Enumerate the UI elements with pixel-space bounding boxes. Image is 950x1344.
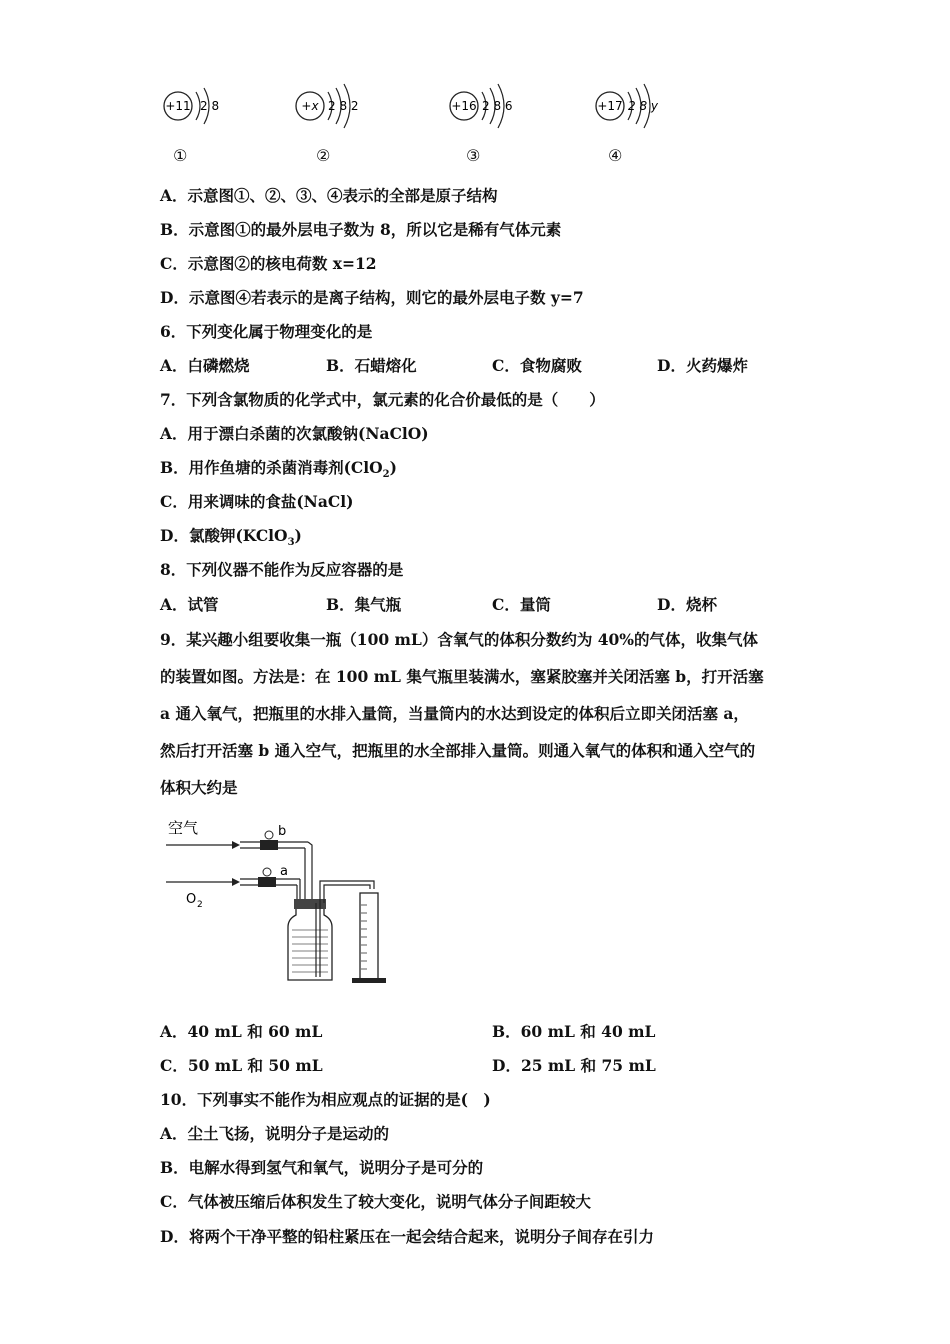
q9-stem-line-5: 体积大约是	[160, 778, 238, 797]
q6-stem: 6．下列变化属于物理变化的是	[160, 322, 373, 341]
q10-option-c: C．气体被压缩后体积发生了较大变化，说明气体分子间距较大	[160, 1192, 591, 1211]
q6-option-a: A．白磷燃烧	[160, 356, 250, 375]
q10-option-b: B．电解水得到氢气和氧气，说明分子是可分的	[160, 1158, 484, 1177]
o2-label-sub: 2	[197, 900, 203, 910]
q7-option-b	[160, 458, 397, 485]
o2-label: O	[186, 892, 197, 907]
gas-bottle	[288, 909, 332, 980]
gas-collection-apparatus	[160, 815, 400, 990]
q9-option-b: B．60 mL 和 40 mL	[492, 1022, 656, 1041]
stopcock-a-label: a	[280, 864, 288, 879]
q9-option-d: D．25 mL 和 75 mL	[492, 1056, 656, 1075]
atom-1-shells: 2 8	[200, 99, 220, 113]
atom-4-nucleus: +17	[597, 99, 623, 113]
stopcock-a	[258, 877, 276, 887]
q7-option-d	[160, 526, 302, 553]
q5-option-b: B．示意图①的最外层电子数为 8，所以它是稀有气体元素	[160, 220, 562, 239]
q10-option-a: A．尘土飞扬，说明分子是运动的	[160, 1124, 390, 1143]
atom-label-2: ②	[316, 146, 331, 165]
atom-label-4: ④	[608, 146, 623, 165]
atom-3-shells: 2 8 6	[482, 99, 513, 113]
q8-option-b: B．集气瓶	[326, 595, 402, 614]
q9-stem-line-2: 的装置如图。方法是：在 100 mL 集气瓶里装满水，塞紧胶塞并关闭活塞 b，打开活塞	[160, 667, 764, 686]
atom-label-3: ③	[466, 146, 481, 165]
q9-stem-line-4: 然后打开活塞 b 通入空气，把瓶里的水全部排入量筒。则通入氧气的体积和通入空气的	[160, 741, 756, 760]
q7-option-b-text: B．用作鱼塘的杀菌消毒剂(ClO	[160, 458, 383, 477]
q10-option-d: D．将两个干净平整的铅柱紧压在一起会结合起来，说明分子间存在引力	[160, 1227, 654, 1246]
q6-option-c: C．食物腐败	[492, 356, 582, 375]
atom-2-shells: 2 8 2	[328, 99, 359, 113]
atom-3-nucleus: +16	[451, 99, 477, 113]
q7-option-d-text: D．氯酸钾(KClO	[160, 526, 288, 545]
q9-stem-line-3: a 通入氧气，把瓶里的水排入量筒，当量筒内的水达到设定的体积后立即关闭活塞 a，	[160, 704, 749, 723]
atom-4-shells: 2 8 y	[628, 99, 658, 113]
atom-diagram-4	[590, 80, 710, 180]
q8-option-a: A．试管	[160, 595, 219, 614]
air-label: 空气	[168, 819, 199, 837]
q8-option-d: D．烧杯	[657, 595, 717, 614]
q7-stem: 7．下列含氯物质的化学式中，氯元素的化合价最低的是（ ）	[160, 390, 605, 409]
atom-2-nucleus: +x	[301, 99, 319, 113]
q9-stem-line-1: 9．某兴趣小组要收集一瓶（100 mL）含氧气的体积分数约为 40%的气体，收集气体	[160, 630, 759, 649]
q7-option-d-sub: 3	[287, 537, 295, 549]
q7-option-d-end: )	[294, 526, 302, 545]
atom-1-nucleus: +11	[165, 99, 191, 113]
q6-option-b: B．石蜡熔化	[326, 356, 417, 375]
q8-stem: 8．下列仪器不能作为反应容器的是	[160, 560, 404, 579]
q5-option-d: D．示意图④若表示的是离子结构，则它的最外层电子数 y=7	[160, 288, 584, 307]
outlet-tube	[320, 881, 374, 903]
q5-option-c: C．示意图②的核电荷数 x=12	[160, 254, 377, 273]
stopper	[294, 899, 326, 909]
q9-option-a: A．40 mL 和 60 mL	[160, 1022, 323, 1041]
q6-option-d: D．火药爆炸	[657, 356, 748, 375]
q9-option-c: C．50 mL 和 50 mL	[160, 1056, 323, 1075]
atom-diagram-2	[290, 80, 410, 180]
q7-option-b-sub: 2	[382, 469, 390, 481]
q7-option-c: C．用来调味的食盐(NaCl)	[160, 492, 354, 511]
q5-option-a: A．示意图①、②、③、④表示的全部是原子结构	[160, 186, 498, 205]
atom-diagram-1	[158, 80, 278, 180]
stopcock-b	[260, 840, 278, 850]
q8-option-c: C．量筒	[492, 595, 551, 614]
q10-stem: 10．下列事实不能作为相应观点的证据的是( )	[160, 1090, 491, 1109]
stopcock-b-label: b	[278, 824, 287, 839]
q7-option-a: A．用于漂白杀菌的次氯酸钠(NaClO)	[160, 424, 429, 443]
graduated-cylinder	[360, 893, 378, 980]
atom-label-1: ①	[173, 146, 188, 165]
atom-diagram-3	[444, 80, 564, 180]
q7-option-b-end: )	[389, 458, 397, 477]
